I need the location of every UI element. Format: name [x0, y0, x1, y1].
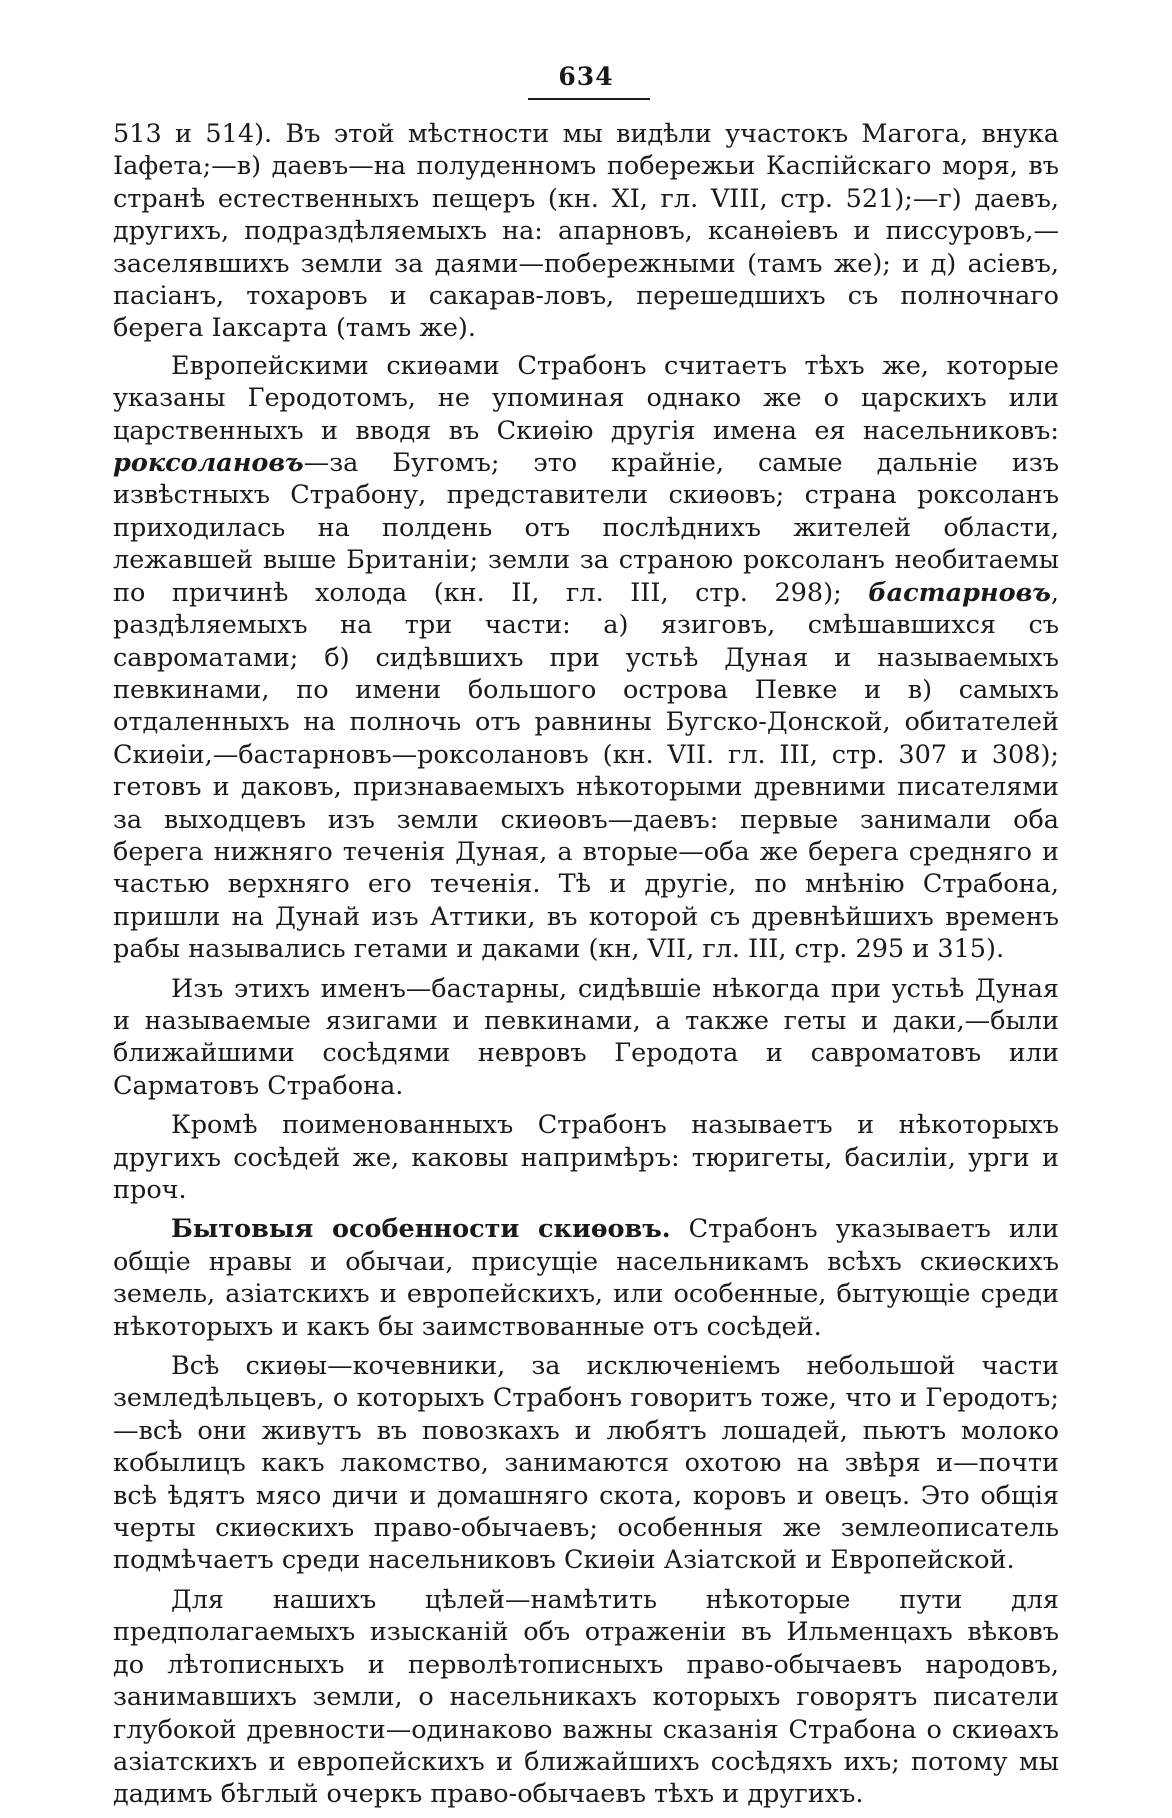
section-heading: Бытовыя особенности скиѳовъ.: [171, 1214, 671, 1245]
paragraph-2: [113, 350, 1059, 966]
paragraph-2-part-e: , раздѣляемыхъ на три части: а) язиговъ, смѣшавшихся съ савроматами; б) сидѣвшихъ при устьѣ Дуная и называемыхъ певкинами, по имени большого острова Певке и в) самыхъ отдаленныхъ на полночь отъ равнины Бугско-Донской, обитателей Скиѳіи,—бастарновъ—роксолановъ (кн. VII. гл. III, стр. 307 и 308); гетовъ и даковъ, признаваемыхъ нѣкоторыми древними писателями за выходцевъ изъ земли скиѳовъ—даевъ: первые занимали оба берега нижняго теченія Дуная, а вторые—оба же берега средняго и частью верхняго его теченія. Тѣ и другіе, по мнѣнію Страбона, пришли на Дунай изъ Аттики, въ которой съ древнѣйшихъ временъ рабы назывались гетами и даками (кн, VII, гл. III, стр. 295 и 315).: [113, 577, 1059, 965]
paragraph-5: [113, 1213, 1059, 1343]
paragraph-2-part-c: —за Бугомъ; это крайніе, самые дальніе изъ извѣстныхъ Страбону, представители скиѳовъ; страна роксоланъ приходилась на полдень отъ послѣднихъ жителей области, лежавшей выше Британіи; земли за страною роксоланъ необитаемы по причинѣ холода (кн. II, гл. III, стр. 298);: [113, 448, 1059, 608]
header-rule: [528, 98, 650, 100]
bastarnov-emphasis: бастарновъ: [868, 577, 1051, 608]
paragraph-3: Изъ этихъ именъ—бастарны, сидѣвшіе нѣкогда при устьѣ Дуная и называемые язигами и певкинами, а также геты и даки,—были ближайшими сосѣдями невровъ Геродота и савроматовъ или Сарматовъ Страбона.: [113, 973, 1059, 1101]
paragraph-2-part-a: Европейскими скиѳами Страбонъ считаетъ тѣхъ же, которые указаны Геродотомъ, не упоминая однако же о царскихъ или царственныхъ и вводя въ Скиѳію другія имена ея насельниковъ:: [113, 350, 1059, 446]
paragraph-7: Для нашихъ цѣлей—намѣтить нѣкоторые пути для предполагаемыхъ изысканій объ отраженіи въ Ильменцахъ вѣковъ до лѣтописныхъ и перволѣтописныхъ право-обычаевъ народовъ, занимавшихъ земли, о насельникахъ которыхъ говорятъ писатели глубокой древности—одинаково важны сказанія Страбона о скиѳахъ азіатскихъ и европейскихъ и ближайшихъ сосѣдяхъ ихъ; потому мы дадимъ бѣглый очеркъ право-обычаевъ тѣхъ и другихъ.: [113, 1584, 1059, 1810]
paragraph-1: 513 и 514). Въ этой мѣстности мы видѣли участокъ Магога, внука Іафета;—в) даевъ—на полуденномъ побережьи Каспійскаго моря, въ странѣ естественныхъ пещеръ (кн. XI, гл. VIII, стр. 521);—г) даевъ, другихъ, подраздѣляемыхъ на: апарновъ, ксанѳіевъ и писсуровъ,—заселявшихъ земли за даями—побережными (тамъ же); и д) асіевъ, пасіанъ, тохаровъ и сакарав-ловъ, перешедшихъ съ полночнаго берега Іаксарта (тамъ же).: [113, 119, 1059, 344]
page-number: 634: [558, 62, 614, 91]
paragraph-5-body: Страбонъ указываетъ или общіе нравы и обычаи, присущіе насельникамъ всѣхъ скиѳскихъ земель, азіатскихъ и европейскихъ, или особенные, бытующіе среди нѣкоторыхъ и какъ бы заимствованные отъ сосѣдей.: [113, 1214, 1060, 1342]
body-text: [113, 118, 1059, 1818]
paragraph-4: Кромѣ поименованныхъ Страбонъ называетъ и нѣкоторыхъ другихъ сосѣдей же, каковы напримѣръ: тюригеты, басиліи, урги и проч.: [113, 1110, 1059, 1205]
paragraph-6: Всѣ скиѳы—кочевники, за исключеніемъ небольшой части земледѣльцевъ, о которыхъ Страбонъ говоритъ тоже, что и Геродотъ;—всѣ они живутъ въ повозкахъ и любятъ лошадей, пьютъ молоко кобылицъ какъ лакомство, занимаются охотою на звѣря и—почти всѣ ѣдятъ мясо дичи и домашняго скота, коровъ и овецъ. Это общія черты скиѳскихъ право-обычаевъ; особенныя же землеописатель подмѣчаетъ среди насельниковъ Скиѳіи Азіатской и Европейской.: [113, 1351, 1059, 1576]
roksolanov-emphasis: роксолановъ: [113, 448, 304, 479]
